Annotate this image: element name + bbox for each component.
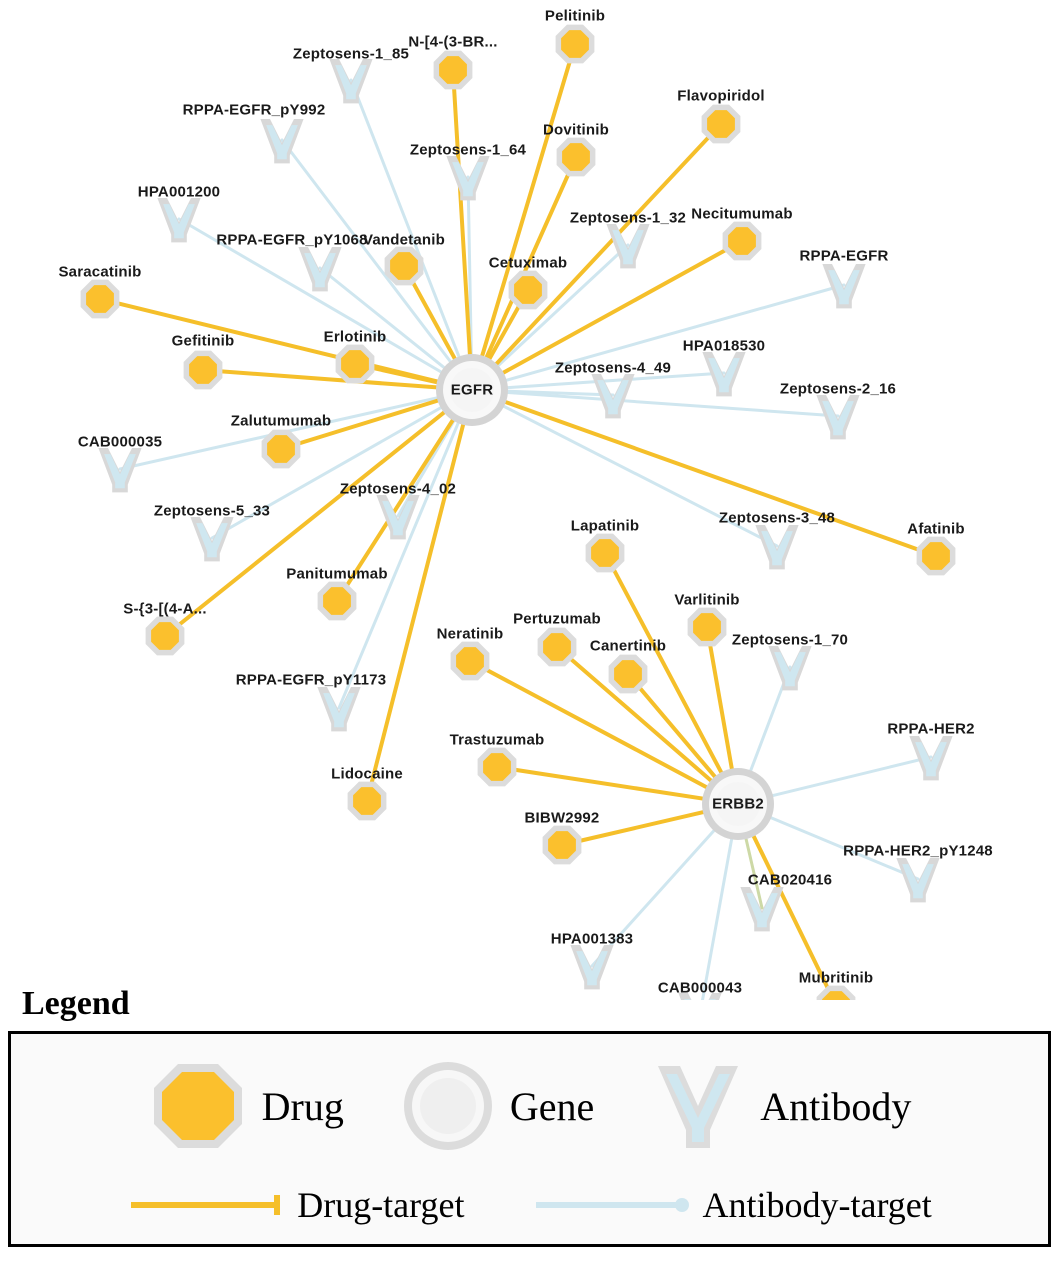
- drug-node[interactable]: [390, 252, 418, 280]
- graph-edge: [351, 80, 461, 362]
- antibody-node-label: Zeptosens-2_16: [779, 380, 897, 398]
- graph-edge: [700, 834, 733, 1000]
- antibody-node-label: Zeptosens-5_33: [153, 502, 271, 520]
- drug-node-label: Cetuximab: [488, 254, 568, 272]
- antibody-node-label: Zeptosens-1_64: [409, 141, 527, 159]
- drug-node[interactable]: [614, 660, 642, 688]
- graph-edge: [493, 121, 721, 368]
- antibody-node-label: CAB000035: [77, 433, 163, 451]
- drug-node-label: Erlotinib: [323, 328, 387, 346]
- drug-node-label: Dovitinib: [543, 121, 609, 139]
- legend-drug-target-label: Drug-target: [297, 1185, 465, 1225]
- drug-node[interactable]: [151, 622, 179, 650]
- drug-node-label: Canertinib: [589, 637, 667, 655]
- graph-edge: [628, 674, 719, 781]
- drug-node[interactable]: [323, 587, 351, 615]
- antibody-node-label: Zeptosens-4_02: [339, 480, 457, 498]
- legend-item-gene: [400, 1058, 594, 1154]
- antibody-node-label: RPPA-EGFR: [799, 247, 889, 265]
- legend-edge-row: [11, 1184, 1048, 1226]
- drug-node[interactable]: [267, 435, 295, 463]
- antibody-node-label: RPPA-EGFR_pY1173: [235, 671, 387, 689]
- antibody-node-label: HPA001200: [137, 183, 221, 201]
- gene-node-label: ERBB2: [712, 795, 764, 813]
- drug-node[interactable]: [707, 110, 735, 138]
- drug-node-label: Panitumumab: [286, 565, 388, 583]
- drug-node-label: Gefitinib: [171, 332, 235, 350]
- drug-node[interactable]: [548, 831, 576, 859]
- drug-node[interactable]: [341, 350, 369, 378]
- drug-node[interactable]: [543, 633, 571, 661]
- legend-antibody-target-label: Antibody-target: [702, 1185, 932, 1225]
- antibody-node-label: Zeptosens-1_70: [731, 631, 849, 649]
- antibody-node-label: RPPA-HER2_pY1248: [843, 842, 993, 860]
- drug-node-label: Lapatinib: [570, 517, 640, 535]
- antibody-node-label: Zeptosens-4_49: [554, 359, 672, 377]
- graph-edge: [339, 418, 460, 708]
- drug-node[interactable]: [728, 227, 756, 255]
- drug-node[interactable]: [591, 539, 619, 567]
- legend-drug-label: Drug: [261, 1083, 344, 1129]
- drug-node-label: Varlitinib: [674, 591, 740, 609]
- drug-icon: [148, 1058, 248, 1154]
- drug-node[interactable]: [483, 753, 511, 781]
- antibody-node-label: CAB000043: [657, 979, 743, 997]
- drug-node-label: Lidocaine: [331, 765, 403, 783]
- graph-edge: [501, 285, 844, 382]
- antibody-node-label: RPPA-HER2: [887, 720, 975, 738]
- legend-gene-label: Gene: [509, 1083, 595, 1129]
- antibody-node-label: CAB020416: [747, 871, 833, 889]
- legend-edge-drug-target: [127, 1184, 464, 1226]
- drug-node[interactable]: [353, 787, 381, 815]
- antibody-node-label: HPA001383: [550, 930, 634, 948]
- drug-node-label: Afatinib: [907, 520, 965, 538]
- antibody-target-edge-icon: [532, 1191, 692, 1219]
- drug-node-label: BIBW2992: [524, 809, 600, 827]
- drug-node[interactable]: [189, 356, 217, 384]
- drug-node[interactable]: [439, 56, 467, 84]
- graph-edge: [500, 400, 936, 556]
- drug-target-edge-icon: [127, 1191, 287, 1219]
- antibody-node-label: Zeptosens-1_85: [292, 45, 410, 63]
- drug-node-label: Trastuzumab: [449, 731, 545, 749]
- legend-item-drug: [148, 1058, 344, 1154]
- legend: [8, 985, 1051, 1247]
- drug-node[interactable]: [562, 143, 590, 171]
- legend-item-antibody: [650, 1058, 911, 1154]
- drug-node-label: Vandetanib: [362, 231, 446, 249]
- drug-node[interactable]: [693, 613, 721, 641]
- antibody-node-label: Zeptosens-3_48: [718, 509, 836, 527]
- antibody-node-label: RPPA-EGFR_pY992: [182, 101, 326, 119]
- drug-node-label: Neratinib: [436, 625, 504, 643]
- gene-icon: [400, 1058, 496, 1154]
- drug-node-label: N-[4-(3-BR...: [408, 33, 498, 51]
- drug-node[interactable]: [922, 542, 950, 570]
- drug-node-label: Mubritinib: [798, 969, 874, 987]
- gene-node-label: EGFR: [450, 381, 494, 399]
- legend-box: [8, 1031, 1051, 1247]
- drug-node-label: Pelitinib: [544, 7, 606, 25]
- antibody-node-label: Zeptosens-1_32: [569, 209, 687, 227]
- graph-edge: [767, 757, 931, 797]
- drug-node-label: S-{3-[(4-A...: [123, 600, 207, 618]
- graph-edge: [481, 44, 575, 361]
- drug-node[interactable]: [561, 30, 589, 58]
- drug-node[interactable]: [456, 647, 484, 675]
- antibody-icon: [650, 1058, 746, 1154]
- drug-node-label: Flavopiridol: [677, 87, 765, 105]
- antibody-node-label: RPPA-EGFR_pY1068: [216, 231, 368, 249]
- legend-title: Legend: [22, 985, 130, 1022]
- legend-shape-row: [11, 1056, 1048, 1156]
- drug-node[interactable]: [514, 276, 542, 304]
- antibody-node-label: HPA018530: [682, 337, 766, 355]
- drug-node-label: Zalutumumab: [230, 412, 332, 430]
- legend-antibody-label: Antibody: [760, 1083, 912, 1129]
- drug-node[interactable]: [86, 285, 114, 313]
- drug-node-label: Necitumumab: [691, 205, 793, 223]
- drug-node-label: Pertuzumab: [513, 610, 601, 628]
- legend-edge-antibody-target: [532, 1184, 931, 1226]
- drug-node-label: Saracatinib: [58, 263, 142, 281]
